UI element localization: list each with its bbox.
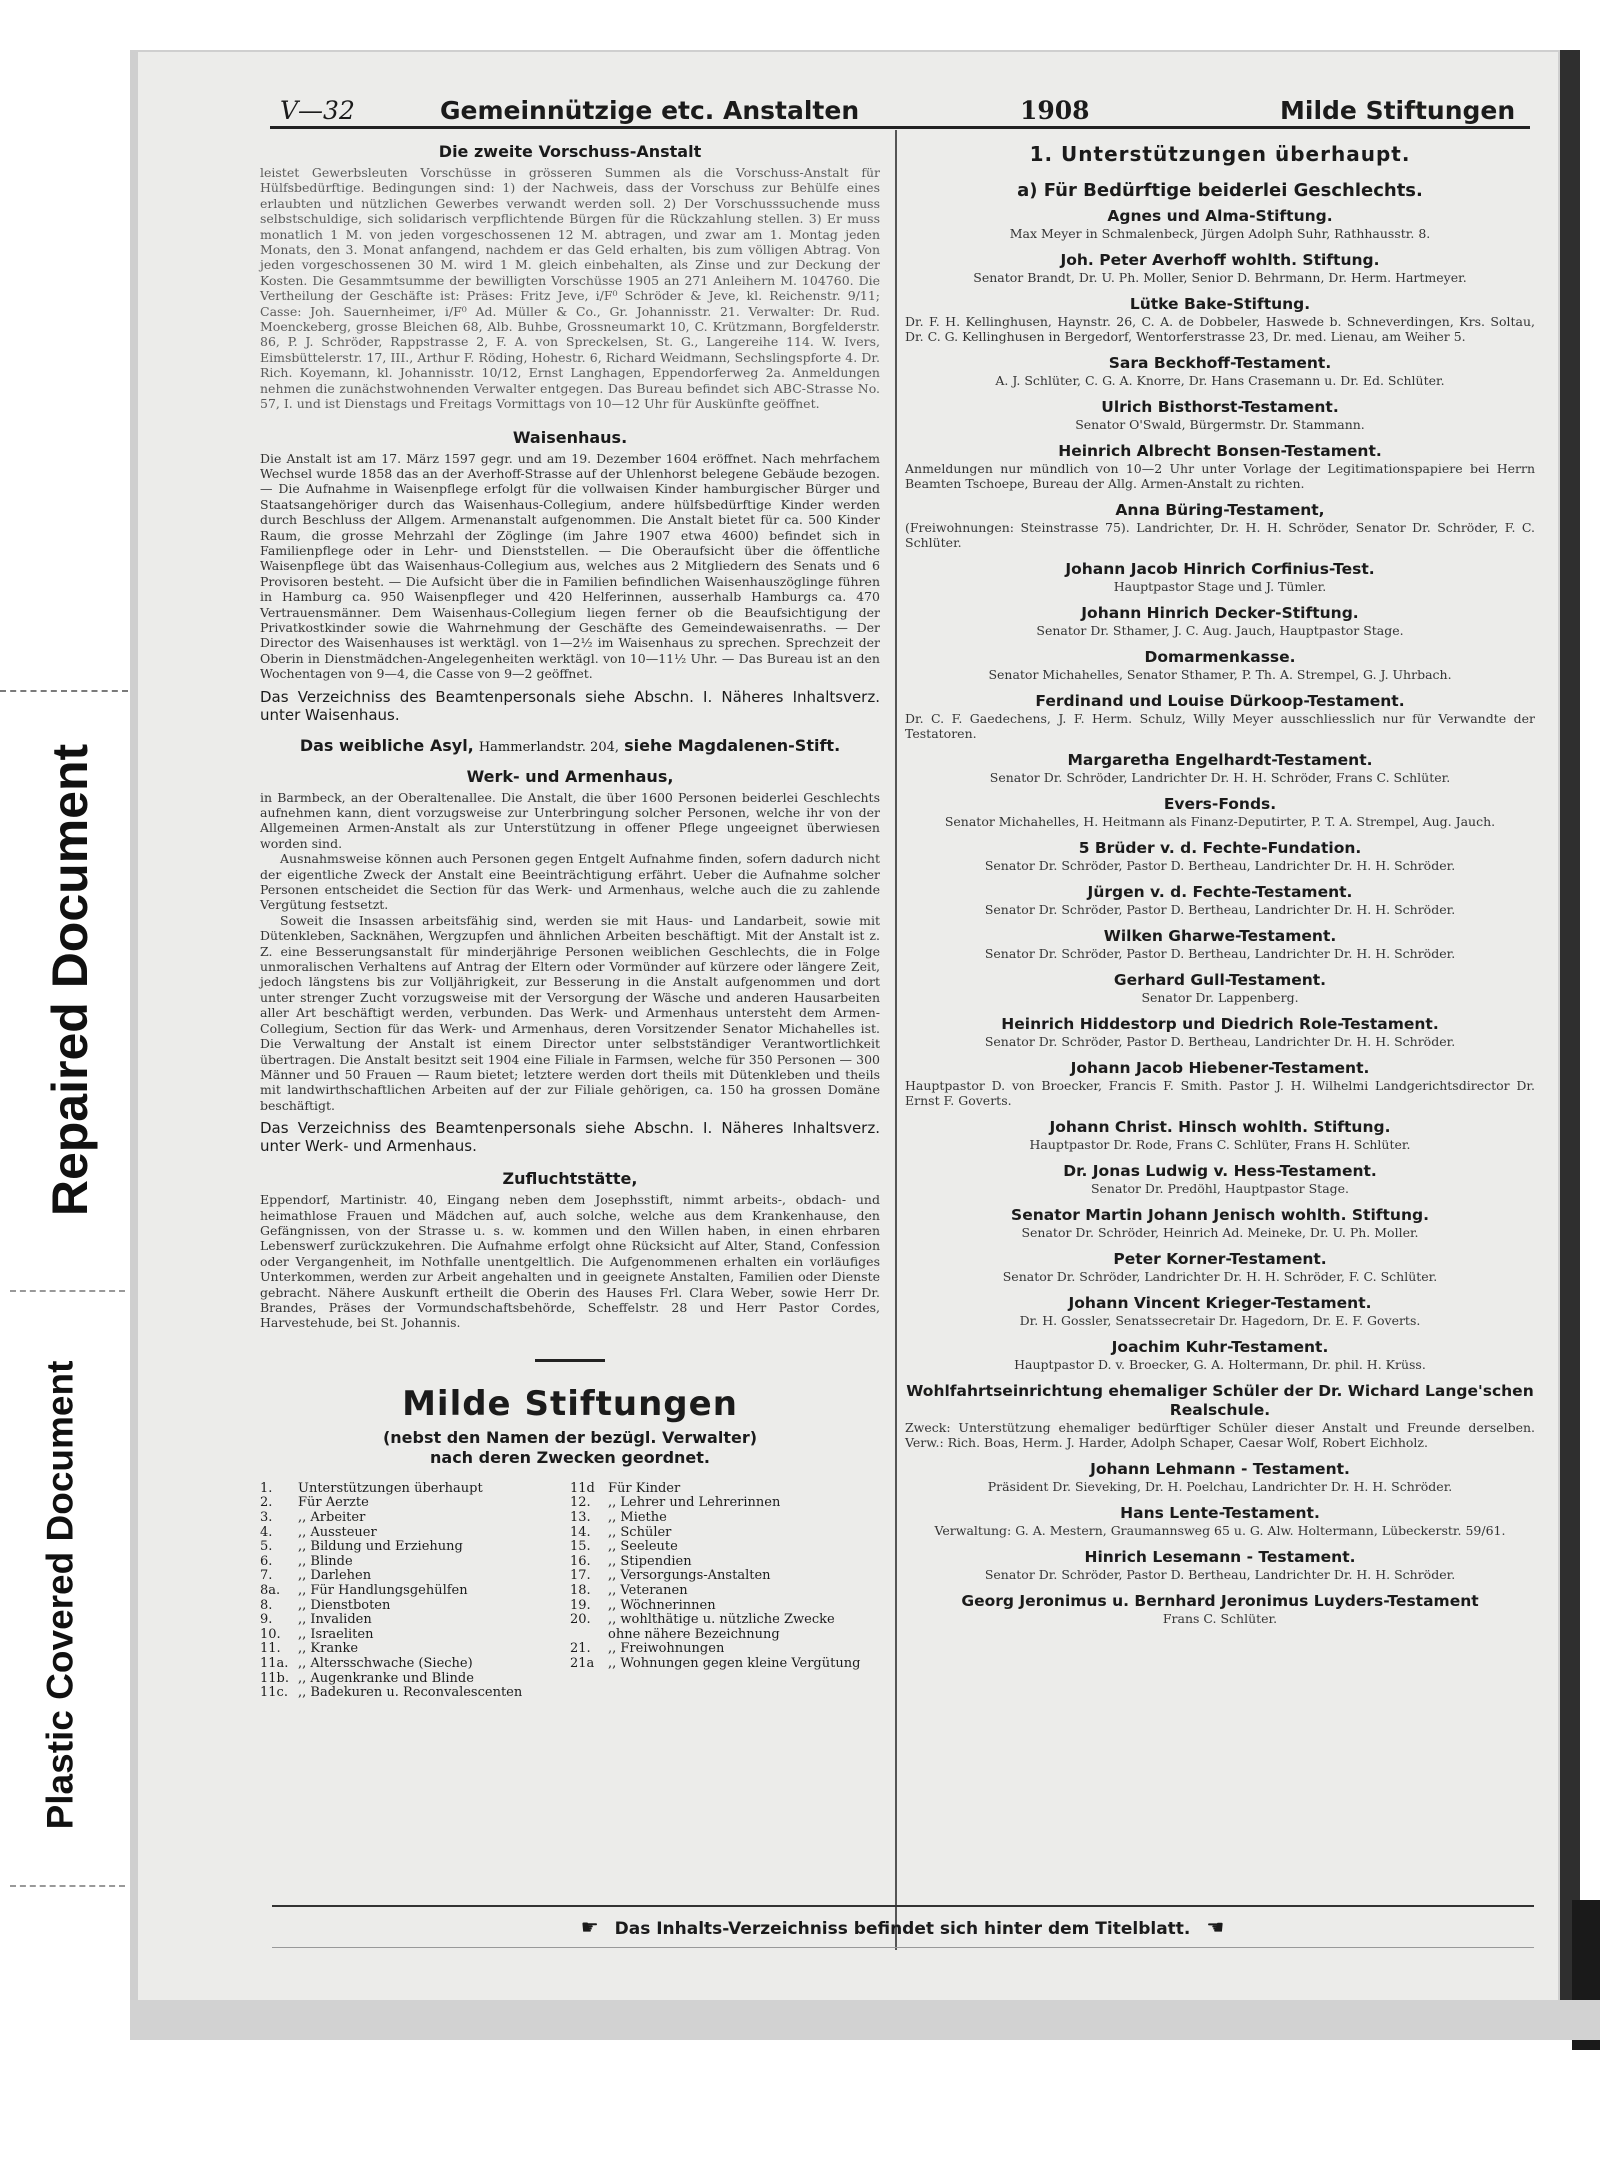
foundation-entry <box>905 839 1535 873</box>
left-column <box>260 142 880 1701</box>
index-label: Unterstützungen überhaupt <box>298 1480 483 1496</box>
index-column-left <box>260 1482 570 1701</box>
foundation-list <box>905 207 1535 1626</box>
index-row <box>260 1642 570 1657</box>
stamp-divider <box>10 1290 125 1292</box>
foundation-name: Senator Martin Johann Jenisch wohlth. Stiftung. <box>1011 1206 1429 1224</box>
index-row <box>260 1482 570 1497</box>
foundation-entry <box>905 1338 1535 1372</box>
foundation-entry <box>905 604 1535 638</box>
footer-rule <box>272 1947 1534 1948</box>
foundation-name: Wilken Gharwe-Testament. <box>1103 927 1337 945</box>
section-text: Ausnahmsweise können auch Personen gegen Entgelt Aufnahme finden, sofern dadurch nicht der eigentliche Zweck der Anstalt eine Beeinträchtigung erfährt. Ueber die Aufnahme solcher Personen entscheidet die Section für das Werk- und Armenhaus, welche auch die zu zahlende Vergütung festsetzt. <box>260 851 880 913</box>
index-label: ,, Altersschwache (Sieche) <box>298 1655 473 1671</box>
index-row <box>260 1526 570 1541</box>
foundation-administrators: Senator Dr. Schröder, Pastor D. Bertheau, Landrichter Dr. H. H. Schröder. <box>984 946 1456 961</box>
index-label: ,, Aussteuer <box>298 1524 377 1540</box>
index-number: 12. <box>570 1495 591 1511</box>
section-asyl <box>260 736 880 755</box>
index-number: 8. <box>260 1597 273 1613</box>
column-rule <box>895 130 897 1950</box>
foundation-name: Agnes und Alma-Stiftung. <box>1107 207 1333 225</box>
foundation-name: Georg Jeronimus u. Bernhard Jeronimus Luyders-Testament <box>961 1592 1479 1610</box>
index-row <box>570 1642 880 1657</box>
index-row <box>570 1657 880 1672</box>
index-row <box>260 1569 570 1584</box>
milde-title: Milde Stiftungen <box>402 1383 738 1424</box>
foundation-entry <box>905 560 1535 594</box>
foundation-name: Peter Korner-Testament. <box>1113 1250 1327 1268</box>
foundation-entry <box>905 1059 1535 1108</box>
page-header <box>160 88 1550 128</box>
foundation-name: 5 Brüder v. d. Fechte-Fundation. <box>1078 839 1362 857</box>
index-column-right <box>570 1482 880 1701</box>
foundation-administrators: Senator Brandt, Dr. U. Ph. Moller, Senior D. Behrmann, Dr. Herm. Hartmeyer. <box>973 270 1467 285</box>
foundation-entry <box>905 398 1535 432</box>
section-title: Waisenhaus. <box>512 427 628 447</box>
index-number: 21a <box>570 1655 595 1671</box>
index-row <box>260 1555 570 1570</box>
index-row <box>260 1496 570 1511</box>
foundation-administrators: Hauptpastor D. v. Broecker, G. A. Holtermann, Dr. phil. H. Krüss. <box>1014 1357 1426 1372</box>
index-label: ,, Israeliten <box>298 1626 374 1642</box>
section-text: Eppendorf, Martinistr. 40, Eingang neben dem Josephsstift, nimmt arbeits-, obdach- und heimathlose Frauen und Mädchen auf, auch solche, welche aus dem Krankenhause, den Gefängnissen, von der Strasse u. s. w. kommen und den Willen haben, in einen ehrbaren Lebenswerf zurückzukehren. Die Aufnahme erfolgt ohne Rücksicht auf Alter, Stand, Confession oder Vergangenheit, im Nothfalle unentgeltlich. Die Aufgenommenen erhalten ein vorläufiges Unterkommen, werden zur Arbeit angehalten und in geeignete Anstalten, Familien oder Dienste gebracht. Nähere Auskunft ertheilt die Oberin des Hauses Frl. Clara Weber, sowie Herr Dr. Brandes, Präses der Vormundschaftsbehörde, Scheffelstr. 28 und Herr Pastor Cordes, Harvestehude, bei St. Johannis. <box>260 1192 880 1331</box>
index-label: ,, Versorgungs-Anstalten <box>608 1568 771 1584</box>
foundation-administrators: Anmeldungen nur mündlich von 10—2 Uhr unter Vorlage der Legitimationspapiere bei Herrn Beamten Tschoepe, Bureau der Allg. Armen-Anstalt zu richten. <box>905 461 1535 491</box>
section-title: Die zweite Vorschuss-Anstalt <box>438 142 702 161</box>
foundation-entry <box>905 971 1535 1005</box>
index-row <box>260 1511 570 1526</box>
index-row <box>260 1657 570 1672</box>
foundation-entry <box>905 1250 1535 1284</box>
index-label: ,, Arbeiter <box>298 1509 366 1525</box>
index-number: 2. <box>260 1495 273 1511</box>
index-row <box>260 1584 570 1599</box>
section-milde-stiftungen <box>260 1359 880 1701</box>
plastic-label: Plastic Covered Document <box>39 1360 80 1830</box>
footer-note <box>270 1915 1535 1939</box>
foundation-entry <box>905 1015 1535 1049</box>
foundation-entry <box>905 795 1535 829</box>
index-row <box>260 1540 570 1555</box>
index-label: ,, Wohnungen gegen kleine Vergütung <box>608 1655 861 1671</box>
index-number: 11d <box>570 1480 595 1496</box>
index-label: ,, Lehrer und Lehrerinnen <box>608 1495 781 1511</box>
foundation-name: Sara Beckhoff-Testament. <box>1108 354 1332 372</box>
foundation-name: Hans Lente-Testament. <box>1120 1504 1320 1522</box>
foundation-entry <box>905 751 1535 785</box>
index-label: ,, Blinde <box>298 1553 353 1569</box>
foundation-entry <box>905 295 1535 344</box>
index-number: 21. <box>570 1641 591 1657</box>
index-number: 8a. <box>260 1582 281 1598</box>
foundation-name: Dr. Jonas Ludwig v. Hess-Testament. <box>1063 1162 1377 1180</box>
index-label: ,, Wöchnerinnen <box>608 1597 716 1613</box>
foundation-administrators: Senator Dr. Schröder, Landrichter Dr. H. H. Schröder, Frans C. Schlüter. <box>989 770 1451 785</box>
foundation-administrators: Senator Dr. Schröder, Landrichter Dr. H. H. Schröder, F. C. Schlüter. <box>1002 1269 1438 1284</box>
section-title: Zufluchtstätte, <box>502 1169 638 1189</box>
foundation-entry <box>905 501 1535 550</box>
stamp-divider <box>10 1885 125 1887</box>
foundation-entry <box>905 1162 1535 1196</box>
index-row <box>570 1599 880 1614</box>
foundation-administrators: Dr. F. H. Kellinghusen, Haynstr. 26, C. A. de Dobbeler, Haswede b. Schneverdingen, Krs. Soltau, Dr. C. G. Kellinghusen in Bergedorf, Wentorferstrasse 23, Dr. med. Lienau, am Weiher 5. <box>905 314 1535 344</box>
index-number: 1. <box>260 1480 273 1496</box>
index-label: ,, Schüler <box>608 1524 672 1540</box>
foundation-name: Johann Hinrich Decker-Stiftung. <box>1081 604 1359 622</box>
section-text: Die Anstalt ist am 17. März 1597 gegr. und am 19. Dezember 1604 eröffnet. Nach mehrfachem Wechsel wurde 1858 das an der Averhoff-Strasse auf der Uhlenhorst belegene Gebäude bezogen. — Die Aufnahme in Waisenpflege erfolgt für die vollwaisen Kinder hamburgischer Bürger und Staatsangehöriger durch das Waisenhaus-Collegium, andere hülfsbedürftige Kinder werden durch Beschluss der Allgem. Armenanstalt aufgenommen. Die Anstalt bietet für ca. 500 Kinder Raum, die grosse Mehrzahl der Zöglinge (im Jahre 1907 etwa 4600) befindet sich in Familienpflege oder in Lehr- und Dienststellen. — Die Oberaufsicht über die öffentliche Waisenpflege übt das Waisenhaus-Collegium aus, welches aus 2 Mitgliedern des Senats und 6 Provisoren besteht. — Die Aufsicht über die in Familien befindlichen Waisenhauszöglinge führen in Hamburg ca. 950 Waisenpfleger und 420 Helferinnen, ausserhalb Hamburgs ca. 470 Vertrauensmänner. Dem Waisenhaus-Collegium liegen ferner ob die Beaufsichtigung der Privatkostkinder sowie die Wahrnehmung der Geschäfte des Gemeindewaisenraths. — Der Director des Waisenhauses ist werktägl. von 1—2½ im Waisenhaus zu sprechen. Sprechzeit der Oberin in Dienstmädchen-Angelegenheiten werktägl. von 10—11½ Uhr. — Das Bureau ist an den Wochentagen von 9—4, die Casse von 9—2 geöffnet. <box>260 450 880 682</box>
index-number: 15. <box>570 1539 591 1555</box>
index-row <box>570 1584 880 1599</box>
foundation-administrators: Max Meyer in Schmalenbeck, Jürgen Adolph Suhr, Rathhausstr. 8. <box>1009 226 1431 241</box>
foundation-administrators: Dr. C. F. Gaedechens, J. F. Herm. Schulz, Willy Meyer ausschliesslich nur für Verwandte der Testatoren. <box>905 711 1535 741</box>
index-number: 19. <box>570 1597 591 1613</box>
index-number: 4. <box>260 1524 273 1540</box>
foundation-entry <box>905 1504 1535 1538</box>
index-number: 17. <box>570 1568 591 1584</box>
foundation-entry <box>905 251 1535 285</box>
repaired-document-stamp <box>10 700 130 1260</box>
index-label: ,, Für Handlungsgehülfen <box>298 1582 468 1598</box>
foundation-entry <box>905 1592 1535 1626</box>
foundation-administrators: Hauptpastor Dr. Rode, Frans C. Schlüter, Frans H. Schlüter. <box>1029 1137 1411 1152</box>
repaired-label: Repaired Document <box>42 743 99 1217</box>
index-row <box>570 1569 880 1584</box>
section-waisenhaus <box>260 428 880 724</box>
pointing-hand-icon: ☛ <box>580 1915 599 1939</box>
index-number: 18. <box>570 1582 591 1598</box>
foundation-administrators: Frans C. Schlüter. <box>1162 1611 1278 1626</box>
index-label: ,, Miethe <box>608 1509 667 1525</box>
index-label: ,, Darlehen <box>298 1568 372 1584</box>
index-number: 9. <box>260 1612 273 1628</box>
index-label: ,, Bildung und Erziehung <box>298 1539 463 1555</box>
foundation-entry <box>905 1206 1535 1240</box>
right-subtitle: a) Für Bedürftige beiderlei Geschlechts. <box>1017 180 1423 201</box>
foundation-administrators: Senator Michahelles, H. Heitmann als Finanz-Deputirter, P. T. A. Strempel, Aug. Jauch. <box>944 814 1496 829</box>
foundation-administrators: Senator Dr. Schröder, Pastor D. Bertheau, Landrichter Dr. H. H. Schröder. <box>984 1034 1456 1049</box>
index-row <box>260 1686 570 1701</box>
dashed-divider <box>0 690 128 692</box>
section-vorschuss <box>260 142 880 412</box>
foundation-name: Domarmenkasse. <box>1144 648 1296 666</box>
right-title: 1. Unterstützungen überhaupt. <box>1029 142 1411 166</box>
milde-subtitle: nach deren Zwecken geordnet. <box>430 1447 710 1467</box>
foundation-name: Margaretha Engelhardt-Testament. <box>1067 751 1373 769</box>
index-label: ,, Seeleute <box>608 1539 678 1555</box>
foundation-name: Johann Jacob Hiebener-Testament. <box>1070 1059 1370 1077</box>
index-label: ,, Invaliden <box>298 1612 372 1628</box>
index-label: ,, Badekuren u. Reconvalescenten <box>298 1685 523 1701</box>
foundation-name: Anna Büring-Testament, <box>1115 501 1325 519</box>
milde-subtitle: (nebst den Namen der bezügl. Verwalter) <box>382 1427 758 1447</box>
index-label: Für Kinder <box>608 1480 681 1496</box>
foundation-administrators: Senator Dr. Lappenberg. <box>1141 990 1299 1005</box>
section-text: in Barmbeck, an der Oberaltenallee. Die Anstalt, die über 1600 Personen beiderlei Geschlechts aufnehmen kann, dient vorzugsweise zur Unterbringung solcher Personen, welche ihr von der Allgemeinen Armen-Anstalt als zur Unterstützung in offener Pflege ungeeignet überwiesen worden sind. <box>260 789 880 851</box>
foundation-name: Heinrich Hiddestorp und Diedrich Role-Testament. <box>1001 1015 1439 1033</box>
index-row <box>260 1628 570 1643</box>
index-number: 5. <box>260 1539 273 1555</box>
foundation-name: Gerhard Gull-Testament. <box>1113 971 1327 989</box>
page-edge <box>1560 50 1580 2040</box>
index-row <box>260 1613 570 1628</box>
foundation-entry <box>905 1118 1535 1152</box>
asyl-title: Das weibliche Asyl, <box>299 735 474 755</box>
foundation-administrators: Senator Dr. Predöhl, Hauptpastor Stage. <box>1090 1181 1350 1196</box>
asyl-reference: siehe Magdalenen-Stift. <box>624 735 841 755</box>
index-label: ,, Kranke <box>298 1641 359 1657</box>
foundation-entry <box>905 692 1535 741</box>
index-row <box>570 1555 880 1570</box>
foundation-name: Johann Christ. Hinsch wohlth. Stiftung. <box>1049 1118 1391 1136</box>
foundation-entry <box>905 648 1535 682</box>
index-row <box>570 1613 880 1628</box>
foundation-name: Johann Vincent Krieger-Testament. <box>1068 1294 1372 1312</box>
index-number: 11b. <box>260 1670 289 1686</box>
foundation-entry <box>905 354 1535 388</box>
index-label: ohne nähere Bezeichnung <box>608 1626 780 1642</box>
foundation-name: Johann Jacob Hinrich Corfinius-Test. <box>1065 560 1375 578</box>
plastic-covered-stamp <box>0 1310 120 1880</box>
index-row <box>570 1511 880 1526</box>
foundation-entry <box>905 207 1535 241</box>
foundation-entry <box>905 1294 1535 1328</box>
index-number: 10. <box>260 1626 281 1642</box>
footer-rule <box>272 1905 1534 1907</box>
index-label: ,, Dienstboten <box>298 1597 391 1613</box>
foundation-administrators: (Freiwohnungen: Steinstrasse 75). Landrichter, Dr. H. H. Schröder, Senator Dr. Schröder, F. C. Schlüter. <box>905 520 1535 550</box>
section-zuflucht <box>260 1169 880 1331</box>
foundation-name: Lütke Bake-Stiftung. <box>1129 295 1311 313</box>
foundation-name: Ulrich Bisthorst-Testament. <box>1101 398 1339 416</box>
index-number: 6. <box>260 1553 273 1569</box>
pointing-hand-icon: ☚ <box>1206 1915 1225 1939</box>
index-number <box>570 1628 608 1643</box>
foundation-entry <box>905 1548 1535 1582</box>
index-label: ,, Veteranen <box>608 1582 688 1598</box>
foundation-name: Jürgen v. d. Fechte-Testament. <box>1087 883 1353 901</box>
index-number: 11. <box>260 1641 281 1657</box>
index-row <box>260 1672 570 1687</box>
index-number: 16. <box>570 1553 591 1569</box>
asyl-address: Hammerlandstr. 204, <box>478 739 619 755</box>
header-rule <box>270 126 1530 129</box>
foundation-administrators: Senator Dr. Schröder, Pastor D. Bertheau, Landrichter Dr. H. H. Schröder. <box>984 1567 1456 1582</box>
section-text: leistet Gewerbsleuten Vorschüsse in grösseren Summen als die Vorschuss-Anstalt für Hülfsbedürftige. Bedingungen sind: 1) der Nachweis, dass der Vorschuss zur Behülfe eines erlaubten und nützlichen Gewerbes verwandt werden soll. 2) Der Vorschusssuchende muss selbstschuldige, sich solidarisch verpflichtende Bürgen für die Rückzahlung stellen. 3) Er muss monatlich 1 M. von jeden vorgeschossenen 12 M. abtragen, und zwar am 1. Montag jeden Monats, den 3. Monat anfangend, nachdem er das Geld erhalten, bis zum völligen Abtrag. Von jeden vorgeschossenen 30 M. wird 1 M. gleich einbehalten, als Zinse und zur Deckung der Kosten. Die Gesammtsumme der bewilligten Vorschüsse 1905 an 271 Anleihern M. 104760. Die Vertheilung der Geschäfte ist: Präses: Fritz Jeve, i/F⁰ Schröder & Jeve, kl. Reichenstr. 9/11; Casse: Joh. Sauernheimer, i/F⁰ Ad. Müller & Co., Gr. Johannisstr. 21. Verwalter: Dr. Rud. Moenckeberg, grosse Bleichen 68, Alb. Buhbe, Grossneumarkt 10, C. Krützmann, Borgfelderstr. 86, P. J. Schröder, Rappstrasse 2, F. A. von Spreckelsen, St. G., Langereihe 114. W. Ivers, Eimsbüttelerstr. 17, III., Arthur F. Röding, Hohestr. 6, Richard Weidmann, Sechslingspforte 4. Dr. Rich. Koyemann, kl. Johannisstr. 10/12, Ernst Langhagen, Eppendorferweg 2a. Anmeldungen nehmen die zunächstwohnenden Verwalter entgegen. Das Bureau befindet sich ABC-Strasse No. 57, I. und ist Dienstags und Freitags Vormittags von 10—12 Uhr für Auskünfte geöffnet. <box>260 165 880 412</box>
footer-text: Das Inhalts-Verzeichniss befindet sich hinter dem Titelblatt. <box>614 1919 1191 1939</box>
foundation-name: Ferdinand und Louise Dürkoop-Testament. <box>1035 692 1405 710</box>
index-number: 11c. <box>260 1685 288 1701</box>
index-row <box>570 1482 880 1497</box>
section-note: Das Verzeichniss des Beamtenpersonals siehe Abschn. I. Näheres Inhaltsverz. unter Waisenhaus. <box>260 687 880 724</box>
foundation-administrators: Zweck: Unterstützung ehemaliger bedürftiger Schüler dieser Anstalt und Freunde derselben. Verw.: Rich. Boas, Herm. J. Harder, Adolph Schaper, Caesar Wolf, Robert Eichholz. <box>905 1420 1535 1450</box>
category-index <box>260 1482 880 1701</box>
foundation-entry <box>905 1382 1535 1450</box>
section-title: Werk- und Armenhaus, <box>466 766 674 786</box>
section-note: Das Verzeichniss des Beamtenpersonals siehe Abschn. I. Näheres Inhaltsverz. unter Werk- und Armenhaus. <box>260 1119 880 1156</box>
foundation-name: Johann Lehmann - Testament. <box>1090 1460 1350 1478</box>
index-row <box>570 1496 880 1511</box>
foundation-name: Heinrich Albrecht Bonsen-Testament. <box>1058 442 1382 460</box>
index-number: 20. <box>570 1612 591 1628</box>
foundation-name: Joh. Peter Averhoff wohlth. Stiftung. <box>1060 251 1380 269</box>
foundation-administrators: Senator Dr. Schröder, Heinrich Ad. Meineke, Dr. U. Ph. Moller. <box>1021 1225 1419 1240</box>
index-row <box>570 1526 880 1541</box>
foundation-administrators: Senator Dr. Schröder, Pastor D. Bertheau, Landrichter Dr. H. H. Schröder. <box>984 902 1456 917</box>
foundation-entry <box>905 927 1535 961</box>
foundation-administrators: Senator O'Swald, Bürgermstr. Dr. Stammann. <box>1075 417 1365 432</box>
section-text: Soweit die Insassen arbeitsfähig sind, werden sie mit Haus- und Landarbeit, sowie mit Dütenkleben, Sacknähen, Wergzupfen und ähnlichen Arbeiten beschäftigt. Mit der Anstalt ist z. Z. eine Besserungsanstalt für minderjährige Personen weiblichen Geschlechts, die in Folge unmoralischen Verhaltens auf Antrag der Eltern oder Vormünder auf kürzere oder längere Zeit, jedoch längstens bis zur Volljährigkeit, zur Besserung in die Anstalt aufgenommen und dort unter strenger Zucht vorzugsweise mit der Versorgung der Wäsche und anderen Hausarbeiten aller Art beschäftigt werden, verbunden. Das Werk- und Armenhaus untersteht dem Armen-Collegium, Section für das Werk- und Armenhaus, deren Vorsitzender Senator Michahelles ist. Die Verwaltung der Anstalt ist einem Director unter selbstständiger Verantwortlichkeit übertragen. Die Anstalt besitzt seit 1904 eine Filiale in Farmsen, welche für 350 Personen — 300 Männer und 50 Frauen — Raum bietet; letztere werden dort theils mit Dütenkleben und theils mit landwirthschaftlichen Arbeiten auf der zur Filiale gehörigen, ca. 150 ha grossen Domäne beschäftigt. <box>260 912 880 1113</box>
page-number: V—32 <box>280 96 355 125</box>
foundation-administrators: Hauptpastor Stage und J. Tümler. <box>1113 579 1327 594</box>
index-label: ,, Freiwohnungen <box>608 1641 725 1657</box>
header-year: 1908 <box>1020 96 1090 125</box>
index-number: 7. <box>260 1568 273 1584</box>
foundation-administrators: Präsident Dr. Sieveking, Dr. H. Poelchau, Landrichter Dr. H. H. Schröder. <box>987 1479 1453 1494</box>
foundation-entry <box>905 442 1535 491</box>
foundation-administrators: Dr. H. Gossler, Senatssecretair Dr. Hagedorn, Dr. E. F. Goverts. <box>1019 1313 1421 1328</box>
foundation-administrators: Senator Dr. Sthamer, J. C. Aug. Jauch, Hauptpastor Stage. <box>1036 623 1404 638</box>
foundation-name: Wohlfahrtseinrichtung ehemaliger Schüler der Dr. Wichard Lange'schen Realschule. <box>906 1382 1534 1419</box>
foundation-administrators: Senator Dr. Schröder, Pastor D. Bertheau, Landrichter Dr. H. H. Schröder. <box>984 858 1456 873</box>
scan-bottom-band <box>130 2000 1600 2040</box>
index-label: ,, Stipendien <box>608 1553 692 1569</box>
right-column <box>905 142 1535 1636</box>
header-right-title: Milde Stiftungen <box>1280 96 1516 125</box>
index-row <box>570 1628 880 1643</box>
short-rule <box>535 1359 605 1362</box>
foundation-administrators: A. J. Schlüter, C. G. A. Knorre, Dr. Hans Crasemann u. Dr. Ed. Schlüter. <box>995 373 1445 388</box>
index-number: 11a. <box>260 1655 289 1671</box>
foundation-entry <box>905 883 1535 917</box>
foundation-administrators: Verwaltung: G. A. Mestern, Graumannsweg 65 u. G. Alw. Holtermann, Lübeckerstr. 59/61. <box>934 1523 1506 1538</box>
foundation-name: Joachim Kuhr-Testament. <box>1111 1338 1329 1356</box>
index-number: 13. <box>570 1509 591 1525</box>
foundation-administrators: Hauptpastor D. von Broecker, Francis F. Smith. Pastor J. H. Wilhelmi Landgerichtsdirector Dr. Ernst F. Goverts. <box>905 1078 1535 1108</box>
index-row <box>570 1540 880 1555</box>
foundation-entry <box>905 1460 1535 1494</box>
index-label: ,, Augenkranke und Blinde <box>298 1670 474 1686</box>
foundation-name: Evers-Fonds. <box>1163 795 1277 813</box>
header-left-title: Gemeinnützige etc. Anstalten <box>440 96 860 125</box>
foundation-administrators: Senator Michahelles, Senator Sthamer, P. Th. A. Strempel, G. J. Uhrbach. <box>988 667 1452 682</box>
index-label: ,, wohlthätige u. nützliche Zwecke <box>608 1612 835 1628</box>
index-number: 14. <box>570 1524 591 1540</box>
index-row <box>260 1599 570 1614</box>
foundation-name: Hinrich Lesemann - Testament. <box>1084 1548 1356 1566</box>
section-werk-armenhaus <box>260 767 880 1156</box>
index-label: Für Aerzte <box>298 1495 369 1511</box>
index-number: 3. <box>260 1509 273 1525</box>
